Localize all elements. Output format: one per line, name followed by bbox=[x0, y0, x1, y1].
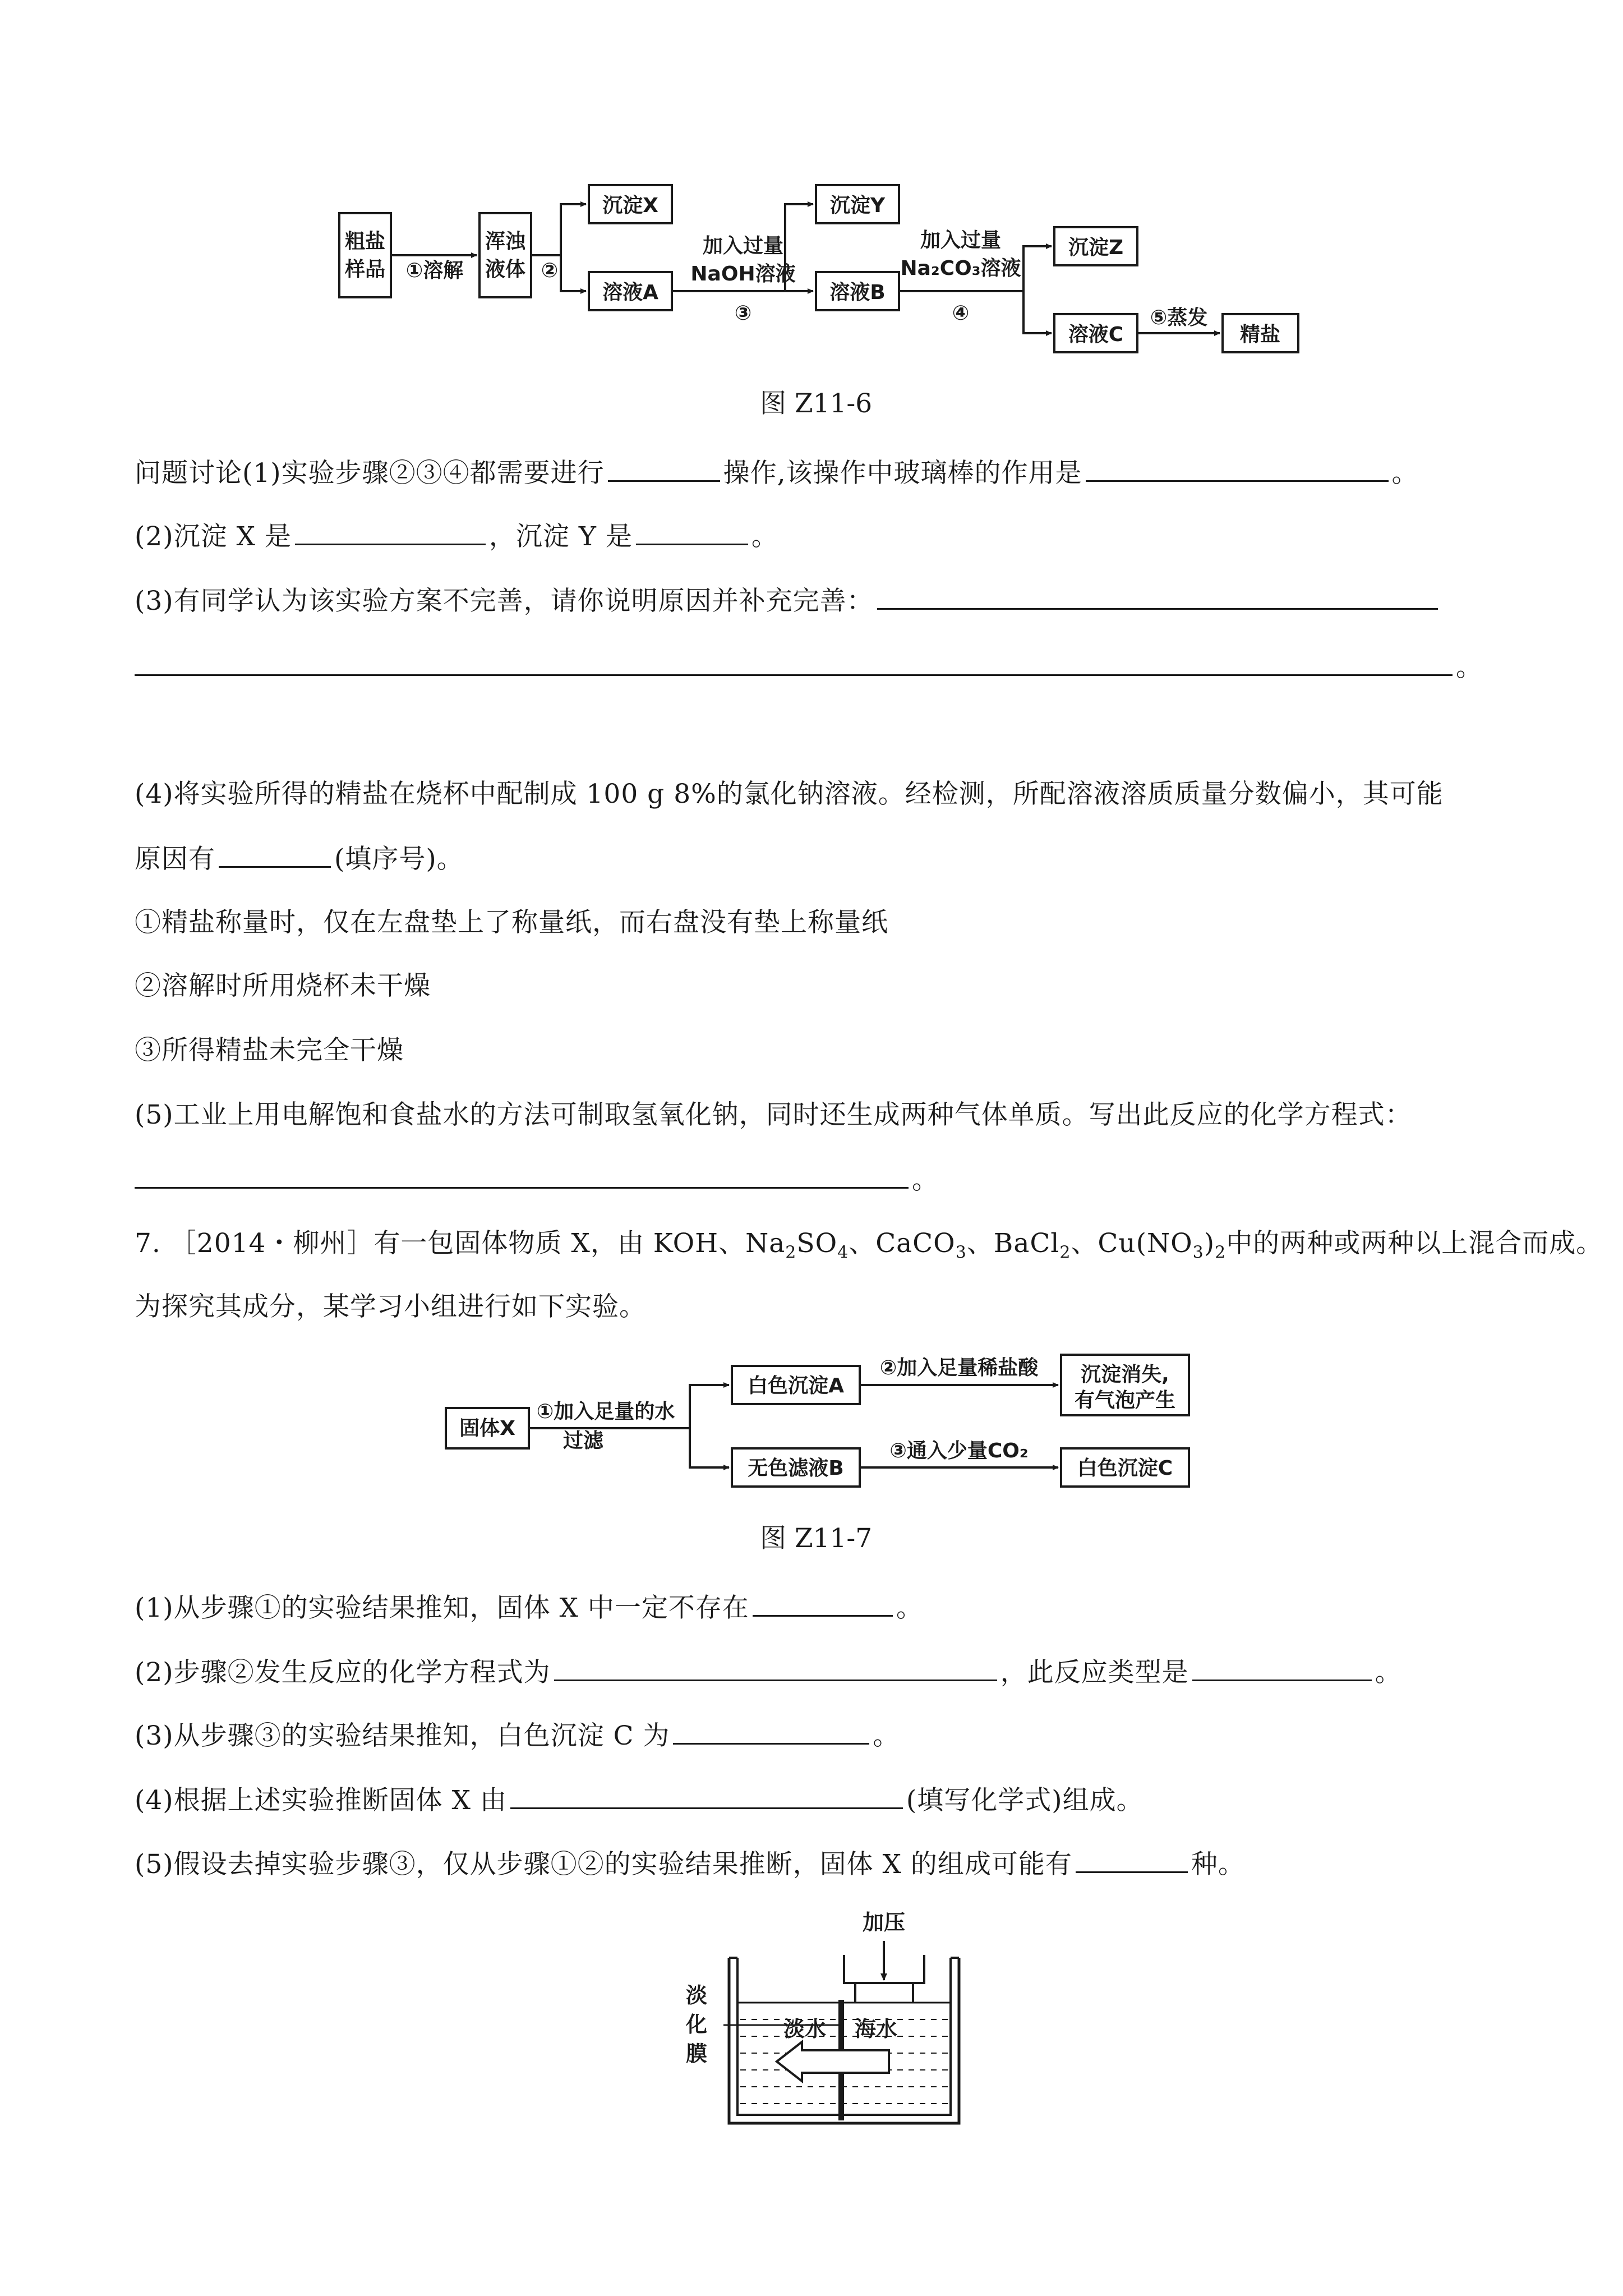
q6-line-3 bbox=[135, 583, 1441, 618]
sol-a-label: 溶液A bbox=[602, 281, 658, 304]
q6-l6-text-a: 原因有 bbox=[135, 844, 215, 875]
q7-s2-c: 。 bbox=[1375, 1657, 1402, 1688]
q7-stem-line-2: 为探究其成分，某学习小组进行如下实验。 bbox=[135, 1291, 646, 1322]
q6-l8-end: 。 bbox=[912, 1165, 939, 1195]
step3-flow-label: ③通入少量CO₂ bbox=[889, 1439, 1029, 1462]
answer-blank-1[interactable] bbox=[608, 455, 720, 482]
q7-sub-3b: 3 bbox=[1192, 1243, 1204, 1263]
q7-sub-4 bbox=[135, 1783, 1144, 1818]
q7-s1-a: (1)从步骤①的实验结果推知，固体 X 中一定不存在 bbox=[135, 1593, 749, 1623]
q7-s3-a: (3)从步骤③的实验结果推知，白色沉淀 C 为 bbox=[135, 1720, 670, 1751]
turbid-l1: 浑浊 bbox=[485, 230, 526, 253]
q7-sub-4: 4 bbox=[837, 1243, 849, 1263]
filtrate-b-label: 无色滤液B bbox=[748, 1457, 844, 1480]
answer-blank-5[interactable] bbox=[877, 583, 1438, 610]
step1-label-1: ①加入足量的水 bbox=[536, 1400, 675, 1423]
step4-label: ④ bbox=[952, 302, 970, 325]
step2-label: ② bbox=[541, 259, 559, 282]
naoh-label-1: 加入过量 bbox=[702, 234, 784, 257]
fresh-water-label: 淡水 bbox=[783, 2017, 827, 2041]
q7-stem-b: SO bbox=[796, 1228, 838, 1259]
ppt-y-label: 沉淀Y bbox=[829, 194, 886, 217]
q6-option-3: ③所得精盐未完全干燥 bbox=[135, 1035, 404, 1066]
q6-l4-end: 。 bbox=[1456, 652, 1483, 683]
step3-label: ③ bbox=[734, 302, 752, 325]
q7-s4-b: (填写化学式)组成。 bbox=[906, 1785, 1144, 1816]
q6-line-5 bbox=[135, 777, 1444, 811]
pressure-label: 加压 bbox=[862, 1910, 906, 1935]
membrane-label-1: 淡 bbox=[685, 1983, 708, 2008]
na2co3-label-2: Na₂CO₃溶液 bbox=[900, 257, 1021, 280]
desalination-diagram bbox=[673, 1907, 987, 2132]
q7-stem-f: ) bbox=[1204, 1228, 1215, 1259]
flowchart-z11-7 bbox=[443, 1352, 1211, 1492]
result-label-1: 沉淀消失, bbox=[1081, 1363, 1169, 1386]
answer-blank-10[interactable] bbox=[554, 1655, 997, 1681]
q7-stem-a: 有一包固体物质 X，由 KOH、Na bbox=[374, 1228, 786, 1259]
q6-l3-text: (3)有同学认为该实验方案不完善，请你说明原因并补充完善： bbox=[135, 586, 874, 616]
q7-s5-b: 种。 bbox=[1191, 1849, 1245, 1880]
dissolve-label: ①溶解 bbox=[405, 259, 464, 282]
solid-x-label: 固体X bbox=[459, 1417, 515, 1440]
step1-label-2: 过滤 bbox=[562, 1429, 604, 1452]
q6-line-2 bbox=[135, 519, 778, 554]
q7-stem-g: 中的两种或两种以上混合而成。 bbox=[1226, 1228, 1603, 1259]
q6-line-6 bbox=[135, 841, 464, 876]
answer-blank-9[interactable] bbox=[753, 1590, 893, 1617]
result-label-2: 有气泡产生 bbox=[1074, 1389, 1176, 1412]
q7-s2-b: ，此反应类型是 bbox=[1000, 1657, 1189, 1688]
q6-line-8 bbox=[135, 1162, 939, 1197]
q7-stem-c: 、CaCO bbox=[849, 1228, 956, 1259]
q7-s4-a: (4)根据上述实验推断固体 X 由 bbox=[135, 1785, 507, 1816]
answer-blank-2[interactable] bbox=[1086, 455, 1389, 482]
q6-l5-text: (4)将实验所得的精盐在烧杯中配制成 100 g 8%的氯化钠溶液。经检测，所配溶液溶质质量分数偏小，其可能 bbox=[135, 779, 1444, 809]
answer-blank-14[interactable] bbox=[1076, 1847, 1188, 1873]
na2co3-label-1: 加入过量 bbox=[920, 229, 1002, 252]
sample-l2: 样品 bbox=[344, 258, 386, 281]
figure-caption-z11-6: 图 Z11-6 bbox=[760, 388, 873, 419]
answer-blank-13[interactable] bbox=[510, 1783, 903, 1809]
q7-s2-a: (2)步骤②发生反应的化学方程式为 bbox=[135, 1657, 551, 1688]
q6-l2-text-c: 。 bbox=[751, 521, 778, 552]
answer-blank-11[interactable] bbox=[1192, 1655, 1372, 1681]
ppt-x-label: 沉淀X bbox=[602, 194, 658, 217]
q7-stem-d: 、BaCl bbox=[966, 1228, 1060, 1259]
pure-salt-label: 精盐 bbox=[1239, 323, 1281, 346]
white-c-label: 白色沉淀C bbox=[1077, 1457, 1173, 1480]
q6-l1-text-b: 操作,该操作中玻璃棒的作用是 bbox=[723, 458, 1082, 489]
q6-option-1: ①精盐称量时，仅在左盘垫上了称量纸，而右盘没有垫上称量纸 bbox=[135, 907, 888, 938]
box-sample bbox=[339, 213, 391, 297]
q6-l6-text-b: (填序号)。 bbox=[334, 844, 464, 875]
membrane-label-2: 化 bbox=[685, 2012, 708, 2037]
q7-sub-1 bbox=[135, 1590, 923, 1625]
answer-blank-7[interactable] bbox=[219, 841, 331, 868]
q7-s3-b: 。 bbox=[873, 1720, 900, 1751]
q7-stem-line-1 bbox=[135, 1227, 1603, 1269]
white-a-label: 白色沉淀A bbox=[748, 1374, 844, 1397]
q7-stem-e: 、Cu(NO bbox=[1071, 1228, 1193, 1259]
answer-blank-8[interactable] bbox=[135, 1162, 909, 1189]
membrane-label-3: 膜 bbox=[685, 2041, 708, 2066]
q6-l1-text-a: 问题讨论(1)实验步骤②③④都需要进行 bbox=[135, 458, 605, 489]
q7-s1-b: 。 bbox=[896, 1593, 923, 1623]
q7-source: ［2014・柳州］ bbox=[169, 1228, 374, 1259]
answer-blank-6[interactable] bbox=[135, 650, 1453, 676]
step2-flow-label: ②加入足量稀盐酸 bbox=[879, 1356, 1039, 1379]
sol-b-label: 溶液B bbox=[829, 281, 886, 304]
q7-sub-2a: 2 bbox=[785, 1243, 797, 1263]
q6-l2-text-a: (2)沉淀 X 是 bbox=[135, 521, 292, 552]
ppt-z-label: 沉淀Z bbox=[1068, 236, 1124, 259]
q6-l2-text-b: ，沉淀 Y 是 bbox=[488, 521, 633, 552]
q7-sub-2b: 2 bbox=[1059, 1243, 1071, 1263]
q7-sub-2c: 2 bbox=[1215, 1243, 1227, 1263]
q6-line-7: (5)工业上用电解饱和食盐水的方法可制取氢氧化钠，同时还生成两种气体单质。写出此反应的化学方程式： bbox=[135, 1099, 1412, 1130]
answer-blank-4[interactable] bbox=[636, 519, 748, 545]
q6-l1-text-c: 。 bbox=[1391, 458, 1419, 489]
answer-blank-12[interactable] bbox=[673, 1718, 869, 1745]
q7-sub-2 bbox=[135, 1655, 1402, 1690]
q6-line-4 bbox=[135, 650, 1483, 684]
sol-c-label: 溶液C bbox=[1068, 323, 1124, 346]
q6-line-1 bbox=[135, 455, 1419, 490]
box-turbid bbox=[479, 213, 531, 297]
q7-sub-5 bbox=[135, 1847, 1245, 1881]
q7-sub-3 bbox=[135, 1718, 900, 1753]
q7-number: 7. bbox=[135, 1228, 161, 1259]
sample-l1: 粗盐 bbox=[344, 230, 386, 253]
flowchart-z11-6 bbox=[325, 180, 1312, 365]
sea-water-label: 海水 bbox=[854, 2017, 898, 2041]
figure-caption-z11-7: 图 Z11-7 bbox=[760, 1523, 873, 1554]
q6-option-2: ②溶解时所用烧杯未干燥 bbox=[135, 970, 431, 1001]
evaporate-label: ⑤蒸发 bbox=[1150, 306, 1208, 329]
q7-sub-3a: 3 bbox=[955, 1243, 967, 1263]
q7-s5-a: (5)假设去掉实验步骤③，仅从步骤①②的实验结果推断，固体 X 的组成可能有 bbox=[135, 1849, 1072, 1880]
naoh-label-2: NaOH溶液 bbox=[690, 263, 796, 286]
turbid-l2: 液体 bbox=[485, 258, 526, 281]
answer-blank-3[interactable] bbox=[295, 519, 486, 545]
